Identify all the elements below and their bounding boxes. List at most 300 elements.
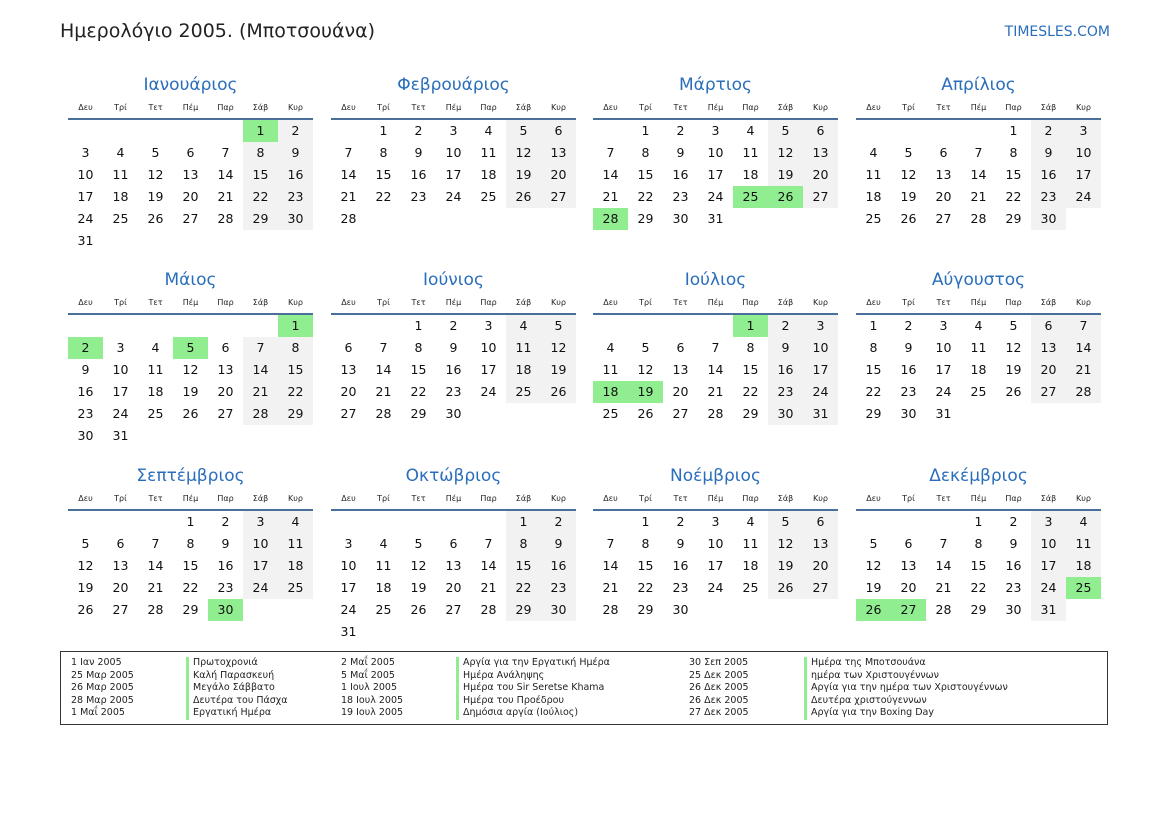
- day-cell: 26: [768, 577, 803, 599]
- holiday-day-cell: 1: [733, 315, 768, 337]
- day-cell: 28: [480, 602, 497, 617]
- day-cell: 1: [186, 514, 195, 529]
- day-cell: 3: [939, 318, 948, 333]
- day-cell: 8: [379, 145, 388, 160]
- empty-cell: [926, 120, 961, 142]
- day-cell: 12: [637, 362, 654, 377]
- empty-cell: [856, 511, 891, 533]
- holidays-column: [341, 657, 610, 720]
- holiday-date: 28 Μαρ 2005: [71, 694, 134, 706]
- day-cell: 7: [939, 536, 948, 551]
- day-cell: 23: [217, 580, 234, 595]
- day-cell: 19: [900, 189, 917, 204]
- day-cell: 27: [803, 577, 838, 599]
- holiday-day-cell: 26: [856, 599, 891, 621]
- weekday-label: Πέμ: [445, 494, 462, 503]
- holidays-column: [71, 657, 288, 720]
- day-cell: 7: [974, 145, 983, 160]
- day-cell: 18: [480, 167, 497, 182]
- day-cell: 29: [278, 403, 313, 425]
- day-cell: 20: [112, 580, 129, 595]
- weekday-label: Δευ: [866, 103, 881, 112]
- day-cell: 13: [900, 558, 917, 573]
- weekday-label: Δευ: [78, 103, 93, 112]
- day-cell: 26: [541, 381, 576, 403]
- month-name: Ιανουάριος: [143, 75, 238, 95]
- day-cell: 4: [151, 340, 160, 355]
- month-name: Μάιος: [164, 270, 217, 290]
- day-cell: 6: [904, 536, 913, 551]
- weekday-label: Παρ: [480, 103, 497, 112]
- day-cell: 21: [1066, 359, 1101, 381]
- weekday-label: Σάβ: [252, 494, 269, 503]
- day-cell: 10: [935, 340, 952, 355]
- day-cell: 29: [1005, 211, 1022, 226]
- day-cell: 9: [278, 142, 313, 164]
- empty-cell: [926, 511, 961, 533]
- day-cell: 4: [116, 145, 125, 160]
- day-cell: 12: [541, 337, 576, 359]
- holiday-name: Δευτέρα του Πάσχα: [186, 695, 288, 708]
- month-calendar: [593, 265, 838, 425]
- weekday-header: [68, 491, 313, 511]
- day-cell: 9: [1009, 536, 1018, 551]
- day-cell: 30: [768, 403, 803, 425]
- day-cell: 25: [602, 406, 619, 421]
- month-calendar: [593, 70, 838, 230]
- day-cell: 12: [1005, 340, 1022, 355]
- day-cell: 28: [243, 403, 278, 425]
- day-cell: 18: [742, 558, 759, 573]
- day-cell: 18: [970, 362, 987, 377]
- holiday-entry: [71, 695, 288, 708]
- weekday-label: Πέμ: [182, 103, 199, 112]
- day-cell: 29: [637, 602, 654, 617]
- month-calendar: [68, 265, 313, 447]
- day-cell: 12: [147, 167, 164, 182]
- weekday-header: [68, 100, 313, 120]
- day-cell: 22: [375, 189, 392, 204]
- weekday-header: [593, 491, 838, 511]
- holiday-date: 30 Σεπ 2005: [689, 657, 749, 668]
- day-cell: 19: [865, 580, 882, 595]
- empty-cell: [366, 315, 401, 337]
- holiday-name: Ημέρα Ανάληψης: [456, 670, 544, 683]
- weekday-label: Τρί: [639, 494, 652, 503]
- weekday-label: Δευ: [341, 298, 356, 307]
- weekday-label: Τετ: [411, 494, 426, 503]
- day-cell: 24: [77, 211, 94, 226]
- day-cell: 19: [768, 164, 803, 186]
- day-cell: 21: [243, 381, 278, 403]
- day-cell: 7: [484, 536, 493, 551]
- weekday-label: Σάβ: [1040, 103, 1057, 112]
- weekday-header: [331, 491, 576, 511]
- day-cell: 30: [445, 406, 462, 421]
- holiday-day-cell: 2: [68, 337, 103, 359]
- day-cell: 25: [970, 384, 987, 399]
- day-cell: 16: [1005, 558, 1022, 573]
- day-cell: 8: [278, 337, 313, 359]
- day-cell: 28: [147, 602, 164, 617]
- weekday-label: Σάβ: [515, 298, 532, 307]
- holiday-date: 1 Ιαν 2005: [71, 657, 122, 668]
- day-cell: 5: [541, 315, 576, 337]
- day-cell: 16: [445, 362, 462, 377]
- day-cell: 4: [606, 340, 615, 355]
- weekday-label: Κυρ: [813, 298, 828, 307]
- day-cell: 8: [414, 340, 423, 355]
- empty-cell: [208, 120, 243, 142]
- weekday-label: Τρί: [377, 103, 390, 112]
- day-cell: 27: [1031, 381, 1066, 403]
- weekday-label: Πέμ: [707, 103, 724, 112]
- day-cell: 14: [480, 558, 497, 573]
- holidays-legend: [60, 651, 1108, 725]
- day-cell: 3: [1031, 511, 1066, 533]
- day-cell: 6: [221, 340, 230, 355]
- day-cell: 24: [243, 577, 278, 599]
- day-cell: 18: [865, 189, 882, 204]
- day-cell: 18: [278, 555, 313, 577]
- day-cell: 5: [506, 120, 541, 142]
- day-cell: 15: [375, 167, 392, 182]
- weekday-label: Κυρ: [288, 494, 303, 503]
- weekday-label: Δευ: [866, 494, 881, 503]
- day-cell: 1: [506, 511, 541, 533]
- day-cell: 16: [768, 359, 803, 381]
- holidays-column: [689, 657, 1008, 720]
- day-cell: 3: [449, 123, 458, 138]
- empty-cell: [103, 120, 138, 142]
- day-cell: 19: [147, 189, 164, 204]
- days-grid: [331, 120, 576, 230]
- day-cell: 14: [935, 558, 952, 573]
- empty-cell: [471, 511, 506, 533]
- day-cell: 22: [970, 580, 987, 595]
- day-cell: 24: [707, 580, 724, 595]
- holiday-day-cell: 18: [593, 381, 628, 403]
- weekday-label: Δευ: [341, 494, 356, 503]
- day-cell: 28: [970, 211, 987, 226]
- weekday-header: [593, 100, 838, 120]
- holiday-entry: [689, 682, 1008, 695]
- day-cell: 19: [768, 555, 803, 577]
- weekday-label: Τρί: [377, 298, 390, 307]
- holiday-name: Δημόσια αργία (Ιούλιος): [456, 707, 578, 720]
- day-cell: 26: [900, 211, 917, 226]
- day-cell: 19: [182, 384, 199, 399]
- day-cell: 29: [637, 211, 654, 226]
- day-cell: 18: [506, 359, 541, 381]
- day-cell: 17: [707, 167, 724, 182]
- day-cell: 2: [1031, 120, 1066, 142]
- day-cell: 15: [742, 362, 759, 377]
- weekday-header: [331, 100, 576, 120]
- day-cell: 11: [375, 558, 392, 573]
- days-grid: [68, 315, 313, 447]
- day-cell: 17: [77, 189, 94, 204]
- holiday-date: 26 Δεκ 2005: [689, 694, 749, 706]
- day-cell: 5: [869, 536, 878, 551]
- day-cell: 4: [484, 123, 493, 138]
- weekday-label: Τρί: [377, 494, 390, 503]
- empty-cell: [138, 511, 173, 533]
- holiday-entry: [689, 657, 1008, 670]
- holiday-name: Αργία για την Boxing Day: [804, 707, 934, 720]
- days-grid: [593, 511, 838, 621]
- day-cell: 19: [77, 580, 94, 595]
- day-cell: 8: [746, 340, 755, 355]
- day-cell: 18: [112, 189, 129, 204]
- empty-cell: [138, 315, 173, 337]
- weekday-label: Παρ: [1005, 103, 1022, 112]
- day-cell: 7: [344, 145, 353, 160]
- day-cell: 21: [147, 580, 164, 595]
- day-cell: 8: [243, 142, 278, 164]
- weekday-label: Σάβ: [1040, 494, 1057, 503]
- holiday-entry: [341, 707, 610, 720]
- day-cell: 29: [742, 406, 759, 421]
- empty-cell: [138, 120, 173, 142]
- holiday-name: Μεγάλο Σάββατο: [186, 682, 275, 695]
- weekday-label: Πέμ: [445, 298, 462, 307]
- day-cell: 16: [672, 558, 689, 573]
- weekday-label: Τετ: [673, 103, 688, 112]
- day-cell: 4: [746, 123, 755, 138]
- holiday-day-cell: 28: [593, 208, 628, 230]
- day-cell: 13: [340, 362, 357, 377]
- day-cell: 2: [278, 120, 313, 142]
- month-calendar: [331, 265, 576, 425]
- day-cell: 24: [707, 189, 724, 204]
- weekday-label: Παρ: [742, 298, 759, 307]
- holiday-entry: [71, 670, 288, 683]
- day-cell: 31: [1031, 599, 1066, 621]
- weekday-label: Κυρ: [288, 103, 303, 112]
- day-cell: 30: [77, 428, 94, 443]
- day-cell: 16: [278, 164, 313, 186]
- day-cell: 18: [375, 580, 392, 595]
- day-cell: 8: [974, 536, 983, 551]
- weekday-label: Δευ: [603, 103, 618, 112]
- day-cell: 20: [935, 189, 952, 204]
- day-cell: 1: [641, 514, 650, 529]
- day-cell: 28: [1066, 381, 1101, 403]
- day-cell: 13: [803, 533, 838, 555]
- day-cell: 2: [449, 318, 458, 333]
- days-grid: [593, 315, 838, 425]
- day-cell: 22: [742, 384, 759, 399]
- weekday-label: Τετ: [148, 298, 163, 307]
- day-cell: 10: [112, 362, 129, 377]
- day-cell: 23: [445, 384, 462, 399]
- day-cell: 11: [480, 145, 497, 160]
- day-cell: 14: [707, 362, 724, 377]
- empty-cell: [243, 315, 278, 337]
- empty-cell: [208, 315, 243, 337]
- holiday-entry: [71, 682, 288, 695]
- day-cell: 24: [1031, 577, 1066, 599]
- empty-cell: [628, 315, 663, 337]
- day-cell: 17: [803, 359, 838, 381]
- day-cell: 23: [768, 381, 803, 403]
- day-cell: 7: [221, 145, 230, 160]
- day-cell: 27: [217, 406, 234, 421]
- weekday-label: Τρί: [639, 298, 652, 307]
- holiday-entry: [689, 695, 1008, 708]
- day-cell: 24: [112, 406, 129, 421]
- day-cell: 22: [243, 186, 278, 208]
- day-cell: 8: [1009, 145, 1018, 160]
- weekday-label: Σάβ: [252, 103, 269, 112]
- weekday-label: Παρ: [742, 103, 759, 112]
- day-cell: 20: [445, 580, 462, 595]
- day-cell: 11: [1066, 533, 1101, 555]
- day-cell: 14: [602, 167, 619, 182]
- weekday-label: Κυρ: [813, 494, 828, 503]
- day-cell: 22: [637, 189, 654, 204]
- holiday-name: Αργία για την ημέρα των Χριστουγέννων: [804, 682, 1008, 695]
- day-cell: 4: [1066, 511, 1101, 533]
- day-cell: 19: [1005, 362, 1022, 377]
- empty-cell: [593, 511, 628, 533]
- day-cell: 8: [186, 536, 195, 551]
- day-cell: 25: [480, 189, 497, 204]
- days-grid: [856, 315, 1101, 425]
- weekday-label: Κυρ: [1076, 494, 1091, 503]
- day-cell: 22: [637, 580, 654, 595]
- day-cell: 29: [410, 406, 427, 421]
- weekday-label: Παρ: [1005, 298, 1022, 307]
- days-grid: [856, 120, 1101, 230]
- day-cell: 28: [602, 602, 619, 617]
- day-cell: 4: [278, 511, 313, 533]
- day-cell: 15: [865, 362, 882, 377]
- month-calendar: [331, 70, 576, 230]
- day-cell: 5: [414, 536, 423, 551]
- day-cell: 29: [243, 208, 278, 230]
- day-cell: 9: [676, 145, 685, 160]
- day-cell: 10: [1031, 533, 1066, 555]
- day-cell: 24: [480, 384, 497, 399]
- holiday-name: Αργία για την Εργατική Ημέρα: [456, 657, 610, 670]
- holiday-day-cell: 25: [733, 186, 768, 208]
- weekday-header: [856, 491, 1101, 511]
- day-cell: 11: [865, 167, 882, 182]
- day-cell: 21: [480, 580, 497, 595]
- empty-cell: [961, 120, 996, 142]
- day-cell: 15: [410, 362, 427, 377]
- holiday-day-cell: 30: [208, 599, 243, 621]
- holiday-date: 27 Δεκ 2005: [689, 707, 749, 719]
- weekday-label: Παρ: [217, 298, 234, 307]
- day-cell: 20: [803, 555, 838, 577]
- day-cell: 14: [970, 167, 987, 182]
- month-name: Ιούνιος: [423, 270, 484, 290]
- day-cell: 15: [970, 558, 987, 573]
- day-cell: 10: [243, 533, 278, 555]
- day-cell: 26: [77, 602, 94, 617]
- empty-cell: [68, 511, 103, 533]
- day-cell: 20: [1031, 359, 1066, 381]
- day-cell: 26: [147, 211, 164, 226]
- holiday-entry: [71, 657, 288, 670]
- days-grid: [856, 511, 1101, 621]
- weekday-label: Κυρ: [551, 103, 566, 112]
- day-cell: 20: [182, 189, 199, 204]
- day-cell: 2: [904, 318, 913, 333]
- weekday-label: Τετ: [411, 103, 426, 112]
- day-cell: 14: [1066, 337, 1101, 359]
- day-cell: 3: [484, 318, 493, 333]
- empty-cell: [331, 315, 366, 337]
- day-cell: 4: [379, 536, 388, 551]
- day-cell: 14: [375, 362, 392, 377]
- day-cell: 21: [217, 189, 234, 204]
- holiday-name: ημέρα των Χριστουγέννων: [804, 670, 939, 683]
- site-link[interactable]: TIMESLES.COM: [1004, 24, 1110, 40]
- day-cell: 10: [480, 340, 497, 355]
- holiday-entry: [689, 707, 1008, 720]
- weekday-label: Τρί: [902, 494, 915, 503]
- day-cell: 25: [506, 381, 541, 403]
- day-cell: 23: [278, 186, 313, 208]
- day-cell: 11: [112, 167, 129, 182]
- holiday-day-cell: 5: [173, 337, 208, 359]
- day-cell: 16: [217, 558, 234, 573]
- holiday-date: 1 Ιουλ 2005: [341, 682, 397, 694]
- day-cell: 22: [1005, 189, 1022, 204]
- month-calendar: [331, 461, 576, 643]
- day-cell: 11: [742, 145, 759, 160]
- day-cell: 9: [414, 145, 423, 160]
- day-cell: 5: [151, 145, 160, 160]
- day-cell: 24: [935, 384, 952, 399]
- day-cell: 20: [217, 384, 234, 399]
- weekday-label: Δευ: [866, 298, 881, 307]
- day-cell: 31: [340, 624, 357, 639]
- day-cell: 27: [445, 602, 462, 617]
- holiday-date: 26 Μαρ 2005: [71, 682, 134, 694]
- day-cell: 2: [768, 315, 803, 337]
- day-cell: 3: [81, 145, 90, 160]
- day-cell: 15: [637, 167, 654, 182]
- weekday-label: Παρ: [217, 103, 234, 112]
- day-cell: 21: [935, 580, 952, 595]
- day-cell: 2: [1009, 514, 1018, 529]
- month-name: Οκτώβριος: [405, 466, 502, 486]
- day-cell: 28: [340, 211, 357, 226]
- day-cell: 27: [935, 211, 952, 226]
- weekday-label: Σάβ: [252, 298, 269, 307]
- day-cell: 28: [375, 406, 392, 421]
- weekday-header: [593, 295, 838, 315]
- day-cell: 17: [935, 362, 952, 377]
- holiday-day-cell: 19: [628, 381, 663, 403]
- empty-cell: [593, 315, 628, 337]
- weekday-label: Δευ: [341, 103, 356, 112]
- day-cell: 24: [445, 189, 462, 204]
- day-cell: 11: [278, 533, 313, 555]
- day-cell: 26: [506, 186, 541, 208]
- month-name: Σεπτέμβριος: [136, 466, 245, 486]
- month-calendar: [68, 461, 313, 621]
- weekday-label: Τετ: [936, 298, 951, 307]
- day-cell: 30: [278, 208, 313, 230]
- day-cell: 17: [445, 167, 462, 182]
- day-cell: 17: [112, 384, 129, 399]
